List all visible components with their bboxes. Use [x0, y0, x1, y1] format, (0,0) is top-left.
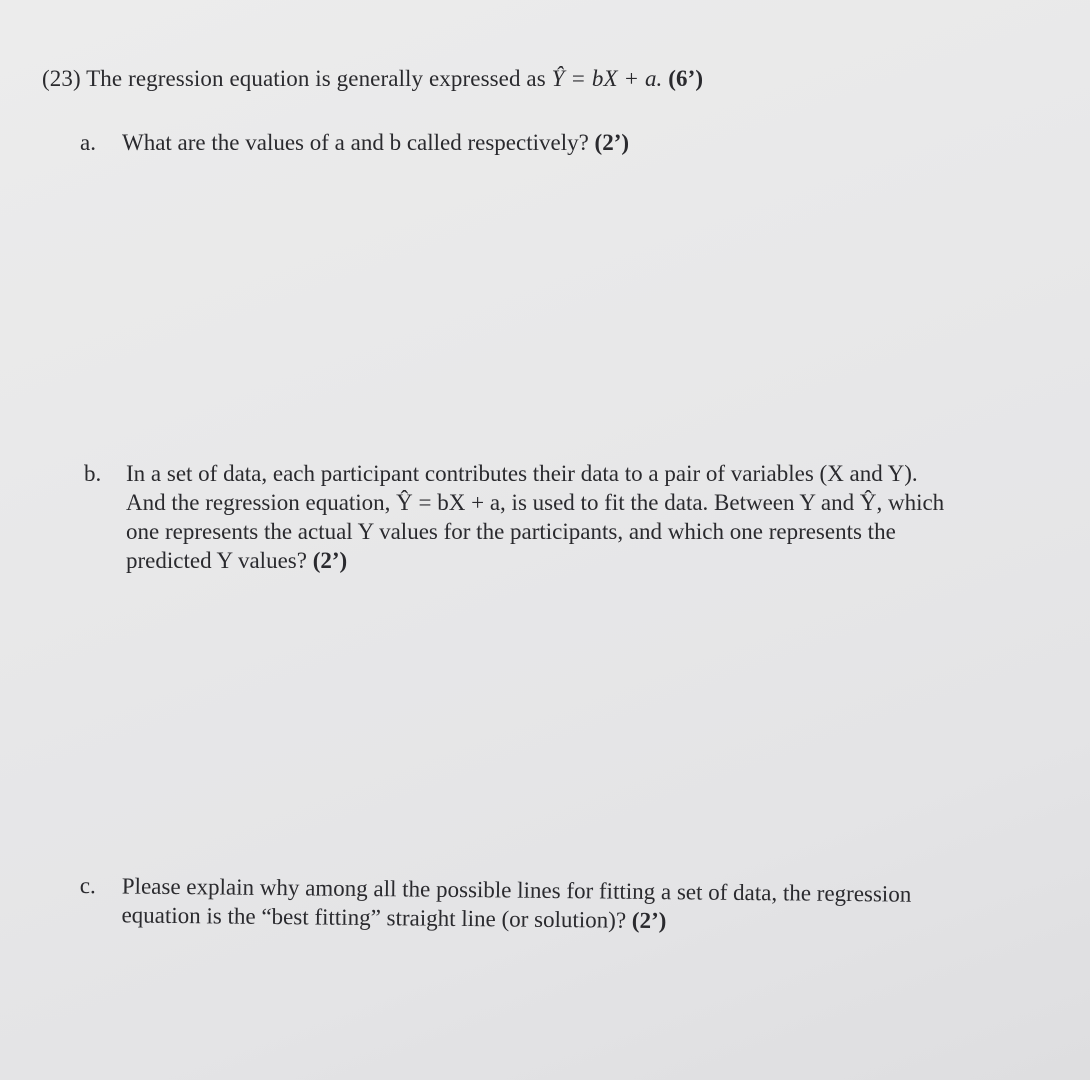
- answer-space-b[interactable]: [40, 590, 1050, 860]
- part-b-line-4: predicted Y values?: [126, 548, 307, 573]
- question-header: [42, 66, 703, 92]
- regression-equation: Ŷ = bX + a.: [551, 66, 663, 91]
- part-b-text: [126, 459, 1086, 575]
- part-b-line-1: In a set of data, each participant contributes their data to a pair of variables (X and Y).: [126, 461, 918, 486]
- part-b-points: (2’): [312, 548, 348, 573]
- part-a-letter: a.: [80, 130, 96, 155]
- part-c-text: [121, 871, 1082, 939]
- question-number: (23): [42, 66, 81, 91]
- part-c-line-1: Please explain why among all the possible lines for fitting a set of data, the regression: [121, 873, 912, 907]
- part-a-points: (2’): [594, 130, 630, 155]
- answer-space-c[interactable]: [40, 935, 1050, 1065]
- question-points: (6’): [668, 66, 704, 91]
- part-a-line: [122, 128, 1082, 157]
- part-a-text: [122, 128, 1082, 157]
- part-a-line-1: What are the values of a and b called respectively?: [122, 130, 589, 155]
- part-b-line-2: And the regression equation, Ŷ = bX + a, is used to fit the data. Between Y and Ŷ, which: [126, 490, 945, 515]
- part-c-letter: c.: [79, 872, 96, 899]
- part-b-line-4-wrap: [126, 546, 1086, 575]
- question-text: The regression equation is generally expressed as: [86, 66, 546, 91]
- answer-space-a[interactable]: [40, 170, 1050, 450]
- part-c-points: (2’): [631, 907, 667, 934]
- part-c-line-2: equation is the “best fitting” straight line (or solution)?: [121, 902, 627, 933]
- part-b-letter: b.: [84, 461, 102, 486]
- part-b-line-3: one represents the actual Y values for the participants, and which one represents the: [126, 519, 896, 544]
